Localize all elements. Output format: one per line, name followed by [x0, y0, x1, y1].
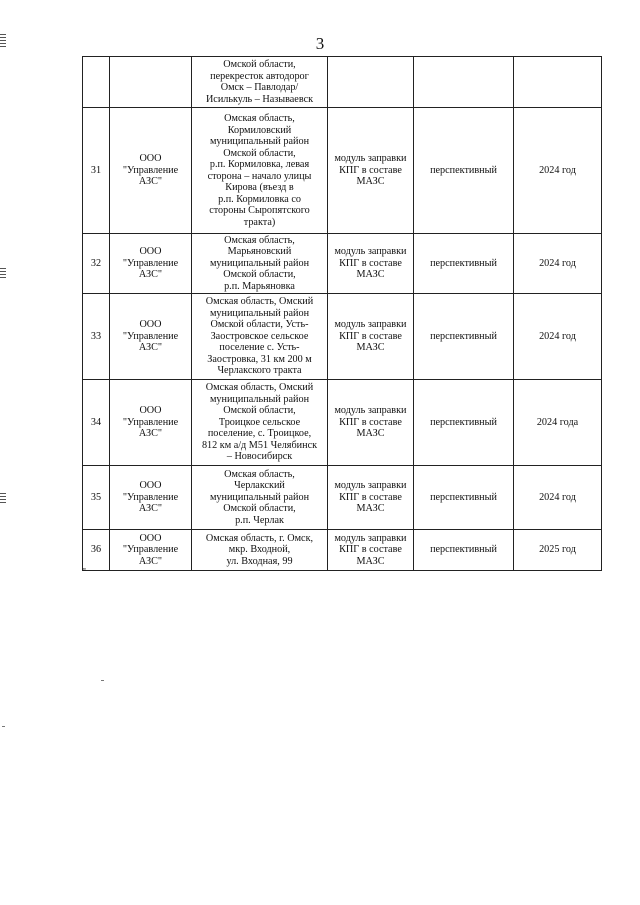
cell-address: Омская область, Черлакский муниципальный район Омской области, р.п. Черлак	[192, 466, 328, 530]
cell-number: 34	[83, 380, 110, 466]
cell-facility-type: модуль заправки КПГ в составе МАЗС	[328, 466, 414, 530]
cell-facility-type: модуль заправки КПГ в составе МАЗС	[328, 108, 414, 234]
cell-address: Омская область, Кормиловский муниципальный район Омской области, р.п. Кормиловка, левая сторона – начало улицы Кирова (въезд в р.п. Кормиловка со стороны Сыропятского тракта)	[192, 108, 328, 234]
scan-speck	[101, 680, 104, 681]
cell-organization: ООО "Управление АЗС"	[110, 108, 192, 234]
cell-organization: ООО "Управление АЗС"	[110, 234, 192, 294]
table-row-continuation	[83, 57, 602, 108]
cell-status: перспективный	[414, 530, 514, 571]
cell-address: Омская область, Омский муниципальный район Омской области, Троицкое сельское поселение, с. Троицкое, 812 км а/д М51 Челябинск – Новосибирск	[192, 380, 328, 466]
cell-number	[83, 57, 110, 108]
stations-table	[82, 56, 602, 571]
cell-status: перспективный	[414, 294, 514, 380]
cell-address: Омская область, Омский муниципальный район Омской области, Усть- Заостровское сельское поселение с. Усть- Заостровка, 31 км 200 м Черлакского тракта	[192, 294, 328, 380]
cell-facility-type: модуль заправки КПГ в составе МАЗС	[328, 294, 414, 380]
cell-organization: ООО "Управление АЗС"	[110, 380, 192, 466]
cell-year: 2024 год	[514, 234, 602, 294]
table-row	[83, 294, 602, 380]
cell-status: перспективный	[414, 108, 514, 234]
cell-number: 36	[83, 530, 110, 571]
cell-status	[414, 57, 514, 108]
table-row	[83, 234, 602, 294]
cell-year	[514, 57, 602, 108]
cell-status: перспективный	[414, 466, 514, 530]
binding-mark-middle	[0, 268, 6, 280]
cell-year: 2024 год	[514, 466, 602, 530]
cell-organization: ООО "Управление АЗС"	[110, 466, 192, 530]
cell-organization: ООО "Управление АЗС"	[110, 294, 192, 380]
cell-year: 2024 год	[514, 108, 602, 234]
cell-status: перспективный	[414, 234, 514, 294]
page-number: 3	[315, 34, 325, 53]
cell-status: перспективный	[414, 380, 514, 466]
cell-facility-type	[328, 57, 414, 108]
cell-number: 33	[83, 294, 110, 380]
cell-number: 35	[83, 466, 110, 530]
cell-organization	[110, 57, 192, 108]
cell-year: 2025 год	[514, 530, 602, 571]
cell-facility-type: модуль заправки КПГ в составе МАЗС	[328, 530, 414, 571]
table-row	[83, 380, 602, 466]
table-row	[83, 530, 602, 571]
cell-number: 31	[83, 108, 110, 234]
table-row	[83, 108, 602, 234]
cell-address: Омская область, г. Омск, мкр. Входной, ул. Входная, 99	[192, 530, 328, 571]
cell-organization: ООО "Управление АЗС"	[110, 530, 192, 571]
cell-address: Омской области, перекресток автодорог Омск – Павлодар/ Исилькуль – Называевск	[192, 57, 328, 108]
closing-quote: "	[82, 567, 87, 578]
cell-facility-type: модуль заправки КПГ в составе МАЗС	[328, 380, 414, 466]
cell-year: 2024 год	[514, 294, 602, 380]
cell-address: Омская область, Марьяновский муниципальный район Омской области, р.п. Марьяновка	[192, 234, 328, 294]
scan-speck	[2, 726, 5, 727]
cell-number: 32	[83, 234, 110, 294]
binding-mark-top	[0, 34, 6, 48]
cell-year: 2024 года	[514, 380, 602, 466]
table-row	[83, 466, 602, 530]
binding-mark-lower	[0, 493, 6, 505]
cell-facility-type: модуль заправки КПГ в составе МАЗС	[328, 234, 414, 294]
